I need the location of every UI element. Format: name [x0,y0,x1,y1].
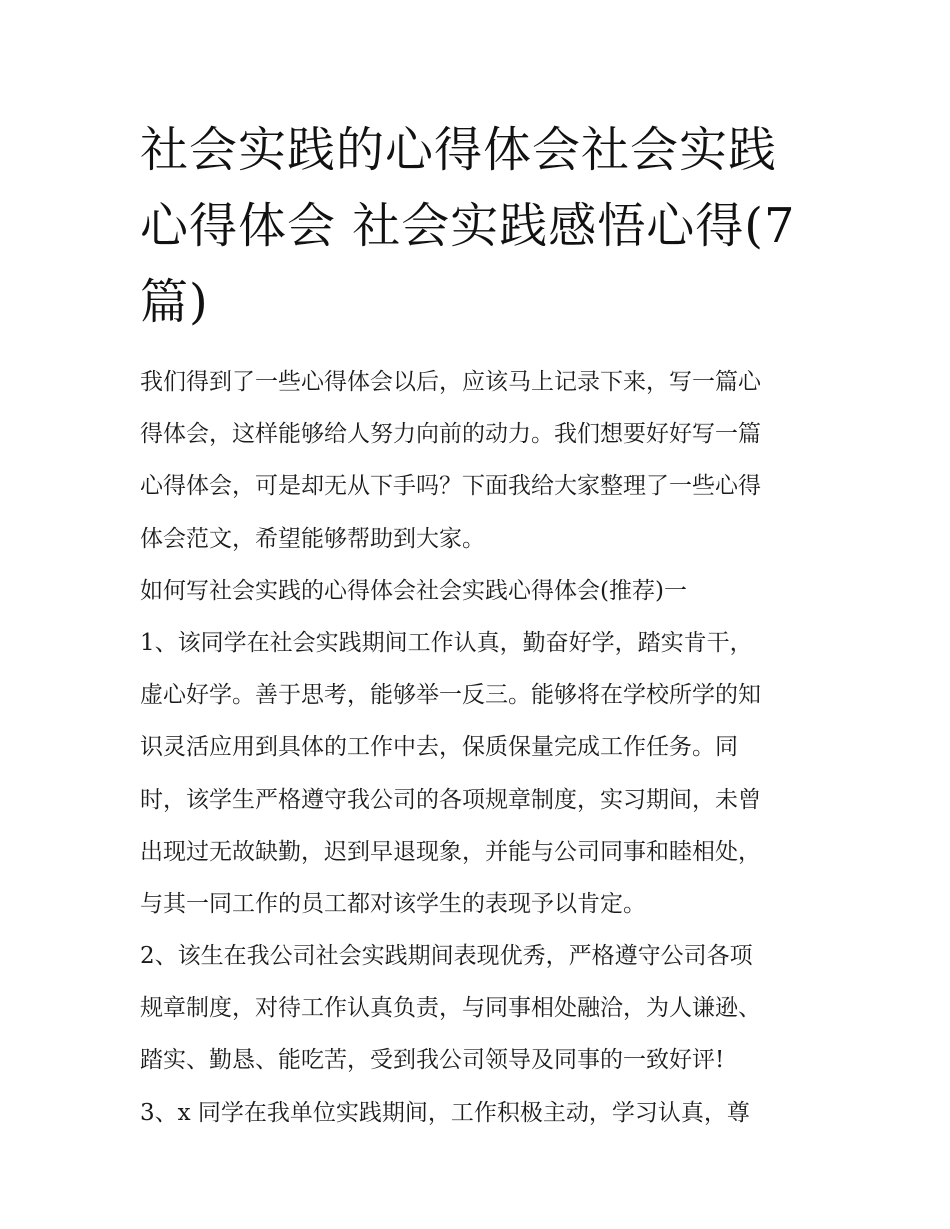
body-line: 时，该学生严格遵守我公司的各项规章制度，实习期间，未曾 [140,786,761,813]
section-heading: 如何写社会实践的心得体会社会实践心得体会(推荐)一 [140,577,687,604]
title-line: 社会实践的心得体会社会实践 [140,122,778,178]
title-line: 心得体会 社会实践感悟心得(7 [140,198,796,254]
body-line: 踏实、勤恳、能吃苦，受到我公司领导及同事的一致好评! [140,1047,725,1074]
body-line: 1、该同学在社会实践期间工作认真，勤奋好学，踏实肯干， [140,629,753,656]
body-line: 心得体会，可是却无从下手吗？下面我给大家整理了一些心得 [140,473,761,500]
body-line: 规章制度，对待工作认真负责，与同事相处融洽，为人谦逊、 [140,995,761,1022]
body-line: 虚心好学。善于思考，能够举一反三。能够将在学校所学的知 [140,682,761,709]
title-line: 篇) [140,274,209,330]
body-line: 3、x 同学在我单位实践期间，工作积极主动，学习认真，尊 [140,1099,750,1126]
document-title [140,112,820,340]
body-line: 识灵活应用到具体的工作中去，保质保量完成工作任务。同 [140,734,738,761]
body-line: 与其一同工作的员工都对该学生的表现予以肯定。 [140,890,646,917]
body-line: 体会范文，希望能够帮助到大家。 [140,525,485,552]
body-line: 出现过无故缺勤，迟到早退现象，并能与公司同事和睦相处， [140,838,761,865]
body-line: 得体会，这样能够给人努力向前的动力。我们想要好好写一篇 [140,421,761,448]
body-line: 2、该生在我公司社会实践期间表现优秀，严格遵守公司各项 [140,943,753,970]
body-line: 我们得到了一些心得体会以后，应该马上记录下来，写一篇心 [140,369,761,395]
document-body [140,356,820,1139]
